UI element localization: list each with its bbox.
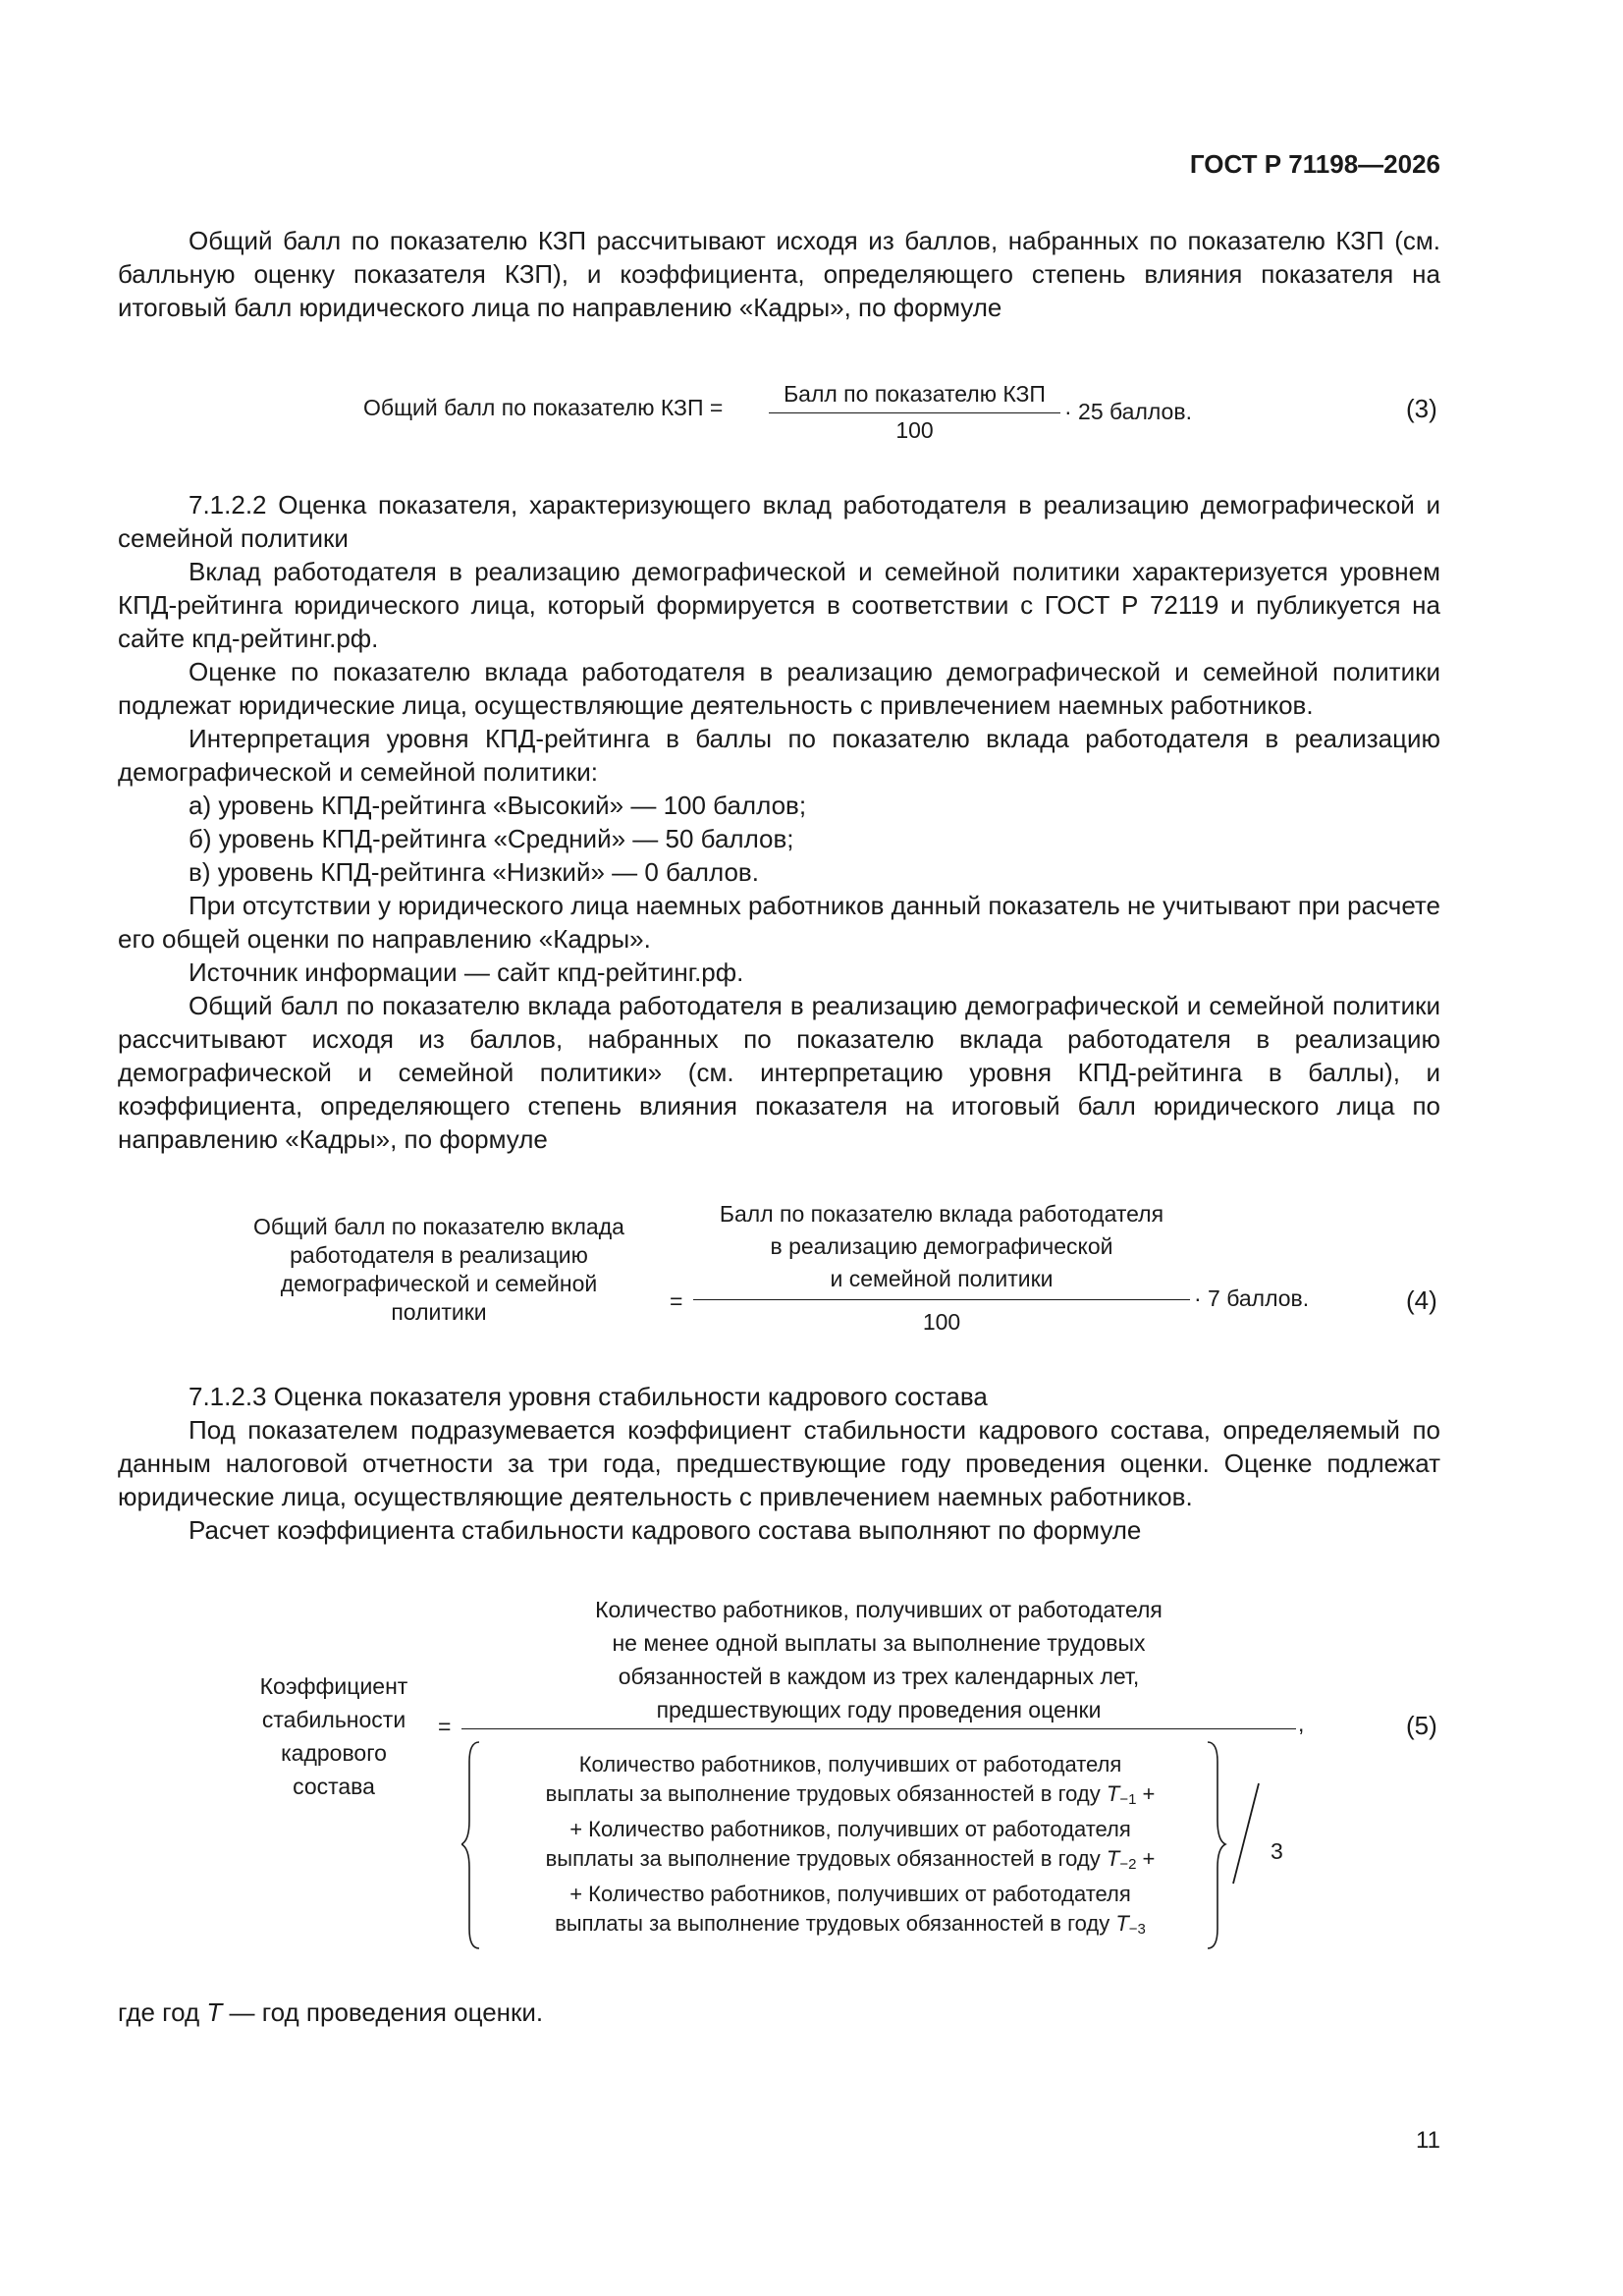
section-7-1-2-2-paragraph-3: Интерпретация уровня КПД-рейтинга в баллы по показателю вклада работодателя в реализацию демографической и семейной политики:	[118, 724, 1440, 787]
formula-5-division-slash	[1227, 1779, 1267, 1887]
formula-4-fraction-bar	[693, 1299, 1190, 1300]
formula-5-divisor: 3	[1271, 1838, 1283, 1864]
formula-4-denominator: 100	[922, 1309, 961, 1335]
formula-4-number: (4)	[1406, 1285, 1437, 1315]
where-clause: где год T — год проведения оценки.	[118, 1997, 544, 2027]
formula-3-fraction-bar	[769, 412, 1060, 413]
section-7-1-2-2-title: 7.1.2.2 Оценка показателя, характеризующего вклад работодателя в реализацию демографической и семейной политики	[118, 490, 1440, 553]
formula-4-numerator: Балл по показателю вклада работодателя в реализацию демографической и семейной политики	[719, 1201, 1164, 1291]
list-item-high: а) уровень КПД-рейтинга «Высокий» — 100 баллов;	[189, 791, 807, 820]
formula-5-equals: =	[438, 1714, 452, 1739]
document-designation: ГОСТ Р 71198—2026	[1189, 149, 1440, 179]
formula-4-lhs: Общий балл по показателю вклада работодателя в реализацию демографической и семейной политики	[253, 1214, 624, 1325]
page-number: 11	[1416, 2127, 1440, 2154]
section-7-1-2-2-paragraph-2: Оценке по показателю вклада работодателя в реализацию демографической и семейной политики подлежат юридические лица, осуществляющие деятельность с привлечением наемных работников.	[118, 657, 1440, 720]
paragraph-kzp-score: Общий балл по показателю КЗП рассчитывают исходя из баллов, набранных по показателю КЗП (см. балльную оценку показателя КЗП), и коэффициента, определяющего степень влияния показателя на итоговый балл юридического лица по направлению «Кадры», по формуле	[118, 226, 1440, 322]
section-7-1-2-2-paragraph-4: При отсутствии у юридического лица наемных работников данный показатель не учитывают при расчете его общей оценки по направлению «Кадры».	[118, 891, 1440, 954]
formula-3-numerator: Балл по показателю КЗП	[784, 381, 1046, 407]
formula-3-multiplier: · 25 баллов.	[1064, 399, 1192, 424]
formula-5-numerator: Количество работников, получивших от работодателя не менее одной выплаты за выполнение трудовых обязанностей в каждом из трех календарных лет, предшествующих году проведения оценки	[595, 1597, 1163, 1722]
formula-3-lhs: Общий балл по показателю КЗП =	[363, 395, 724, 420]
formula-4-multiplier: · 7 баллов.	[1194, 1285, 1310, 1311]
formula-3-number: (3)	[1406, 394, 1437, 423]
formula-3-denominator: 100	[895, 417, 934, 443]
formula-4-equals: =	[670, 1288, 683, 1314]
section-7-1-2-2-source: Источник информации — сайт кпд-рейтинг.рф.	[189, 957, 744, 987]
formula-5-denominator: Количество работников, получивших от работодателя выплаты за выполнение трудовых обязанностей в году $T_{-1}$ + + Количество работников, получивших от работодателя выплаты за выполнение трудовых обязанностей в году $T_{-2}$ + + Количество работников, получивших от работодателя выплаты за выполнение трудовых обязанностей в году $T_{-3}$	[545, 1752, 1156, 1938]
section-7-1-2-3-paragraph-2: Расчет коэффициента стабильности кадрового состава выполняют по формуле	[189, 1515, 1142, 1545]
section-7-1-2-3-title: 7.1.2.3 Оценка показателя уровня стабильности кадрового состава	[189, 1382, 988, 1411]
formula-5-lhs: Коэффициент стабильности кадрового состава	[259, 1673, 408, 1799]
section-7-1-2-2-paragraph-6: Общий балл по показателю вклада работодателя в реализацию демографической и семейной политики рассчитывают исходя из баллов, набранных по показателю вклада работодателя в реализацию демографической и семейной политики» (см. интерпретацию уровня КПД-рейтинга в баллы), и коэффициента, определяющего степень влияния показателя на итоговый балл юридического лица по направлению «Кадры», по формуле	[118, 991, 1440, 1154]
list-item-low: в) уровень КПД-рейтинга «Низкий» — 0 баллов.	[189, 857, 759, 887]
formula-5-number: (5)	[1406, 1711, 1437, 1740]
formula-5-comma: ,	[1298, 1711, 1305, 1736]
section-7-1-2-3-paragraph-1: Под показателем подразумевается коэффициент стабильности кадрового состава, определяемый по данным налоговой отчетности за три года, предшествующие году проведения оценки. Оценке подлежат юридические лица, осуществляющие деятельность с привлечением наемных работников.	[118, 1415, 1440, 1511]
section-7-1-2-2-paragraph-1: Вклад работодателя в реализацию демографической и семейной политики характеризуется уровнем КПД-рейтинга юридического лица, который формируется в соответствии с ГОСТ Р 72119 и публикуется на сайте кпд-рейтинг.рф.	[118, 557, 1440, 653]
formula-5-fraction-bar	[461, 1728, 1296, 1729]
list-item-medium: б) уровень КПД-рейтинга «Средний» — 50 баллов;	[189, 824, 794, 853]
